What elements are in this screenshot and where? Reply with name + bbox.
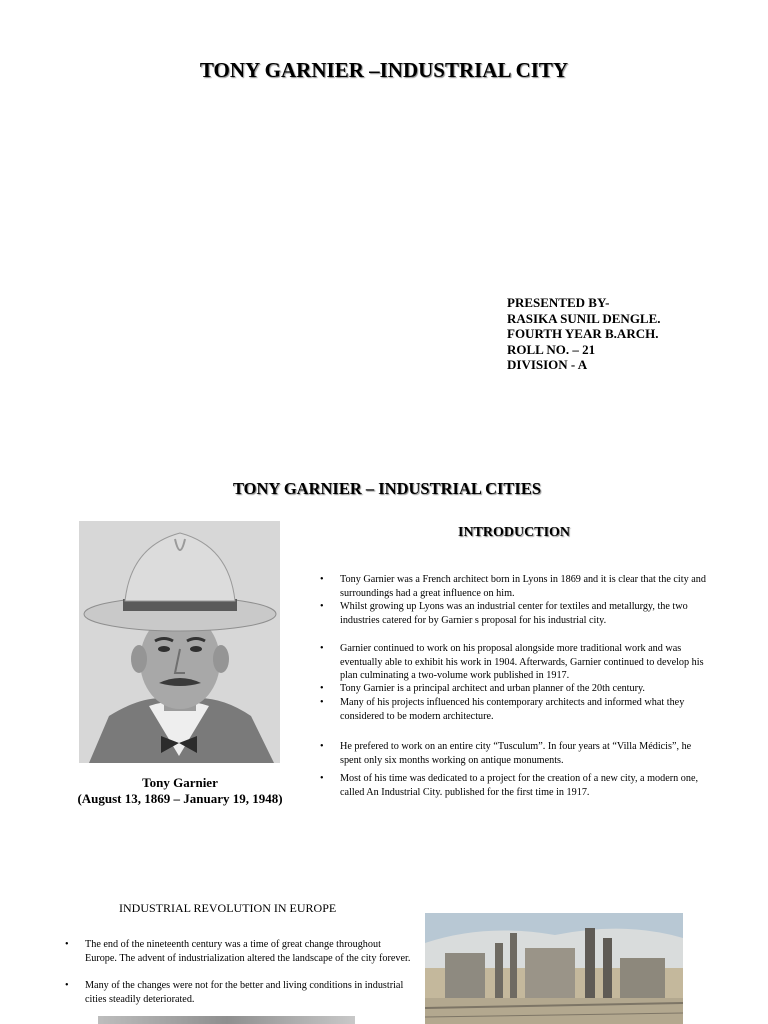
list-item: [320, 682, 712, 696]
portrait-image: [79, 521, 280, 763]
list-item: [320, 740, 712, 767]
list-item: [65, 938, 415, 965]
bullet-text: Whilst growing up Lyons was an industrial center for textiles and metallurgy, the two industries catered for by Garnier s proposal for his industrial city.: [340, 601, 688, 626]
bullet-text: Many of his projects influenced his contemporary architects and informed what they considered to be modern architecture.: [340, 697, 685, 722]
bullet-icon: •: [320, 683, 324, 694]
bullet-text: Tony Garnier is a principal architect and urban planner of the 20th century.: [340, 683, 645, 694]
bullet-icon: •: [320, 643, 324, 654]
bullet-text: Many of the changes were not for the better and living conditions in industrial cities steadily deteriorated.: [85, 980, 404, 1005]
bullet-text: Tony Garnier was a French architect born in Lyons in 1869 and it is clear that the city and surroundings had a great influence on him.: [340, 574, 706, 599]
bullet-icon: •: [320, 773, 324, 784]
presenter-line: RASIKA SUNIL DENGLE.: [507, 310, 661, 326]
presenter-line: ROLL NO. – 21: [507, 341, 596, 357]
list-item: [320, 600, 712, 627]
industrial-city-illustration: [425, 913, 683, 1024]
bullet-text: Garnier continued to work on his proposal alongside more traditional work and was eventually able to exhibit his work in 1904. Afterwards, Garnier continued to develop his plan culminating a two-volume work published in 1917.: [340, 643, 704, 681]
list-item: [65, 979, 415, 1006]
list-item: [320, 573, 712, 600]
introduction-heading: INTRODUCTION: [458, 525, 571, 540]
presenter-line: DIVISION - A: [507, 357, 588, 373]
cover-title: TONY GARNIER –INDUSTRIAL CITY: [199, 58, 569, 82]
bullet-text: He prefered to work on an entire city “Tusculum”. In four years at “Villa Médicis”, he spent only six months working on antique monuments.: [340, 741, 692, 766]
list-item: [320, 772, 712, 799]
partial-photo: [98, 1016, 355, 1024]
bullet-icon: •: [65, 980, 69, 991]
caption-dates: (August 13, 1869 – January 19, 1948): [77, 790, 283, 806]
tony-garnier-portrait: [79, 521, 280, 763]
bullet-icon: •: [65, 939, 69, 950]
presenter-line: FOURTH YEAR B.ARCH.: [507, 326, 659, 342]
bullet-text: The end of the nineteenth century was a time of great change throughout Europe. The advent of industrialization altered the landscape of the city forever.: [85, 939, 411, 964]
list-item: [320, 696, 712, 723]
bullet-text: Most of his time was dedicated to a project for the creation of a new city, a modern one, called An Industrial City. published for the first time in 1917.: [340, 773, 699, 798]
industrial-revolution-heading: INDUSTRIAL REVOLUTION IN EUROPE: [119, 901, 337, 915]
slide2-heading: TONY GARNIER – INDUSTRIAL CITIES: [232, 479, 542, 498]
bullet-icon: •: [320, 697, 324, 708]
bullet-icon: •: [320, 741, 324, 752]
caption-name: Tony Garnier: [142, 775, 218, 790]
presenter-block: [507, 295, 661, 373]
list-item: [320, 642, 712, 683]
bullet-icon: •: [320, 574, 324, 585]
bullet-icon: •: [320, 601, 324, 612]
presenter-line: PRESENTED BY-: [507, 295, 610, 310]
industrial-city-image: [425, 913, 683, 1024]
portrait-caption: [70, 775, 290, 806]
